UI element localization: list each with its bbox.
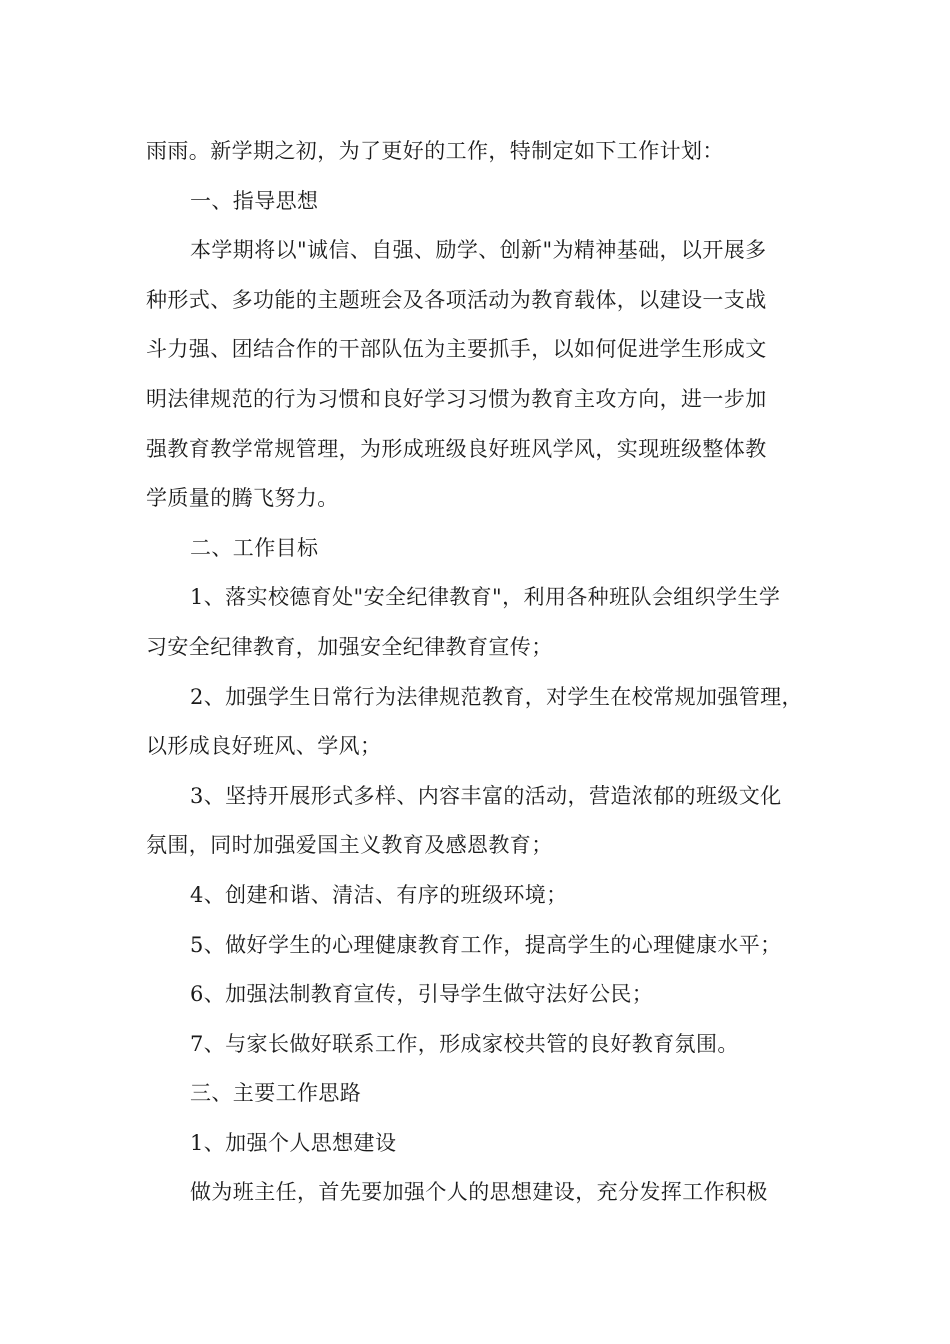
- text-line: 以形成良好班风、学风；: [146, 734, 382, 759]
- text-line: 氛围，同时加强爱国主义教育及感恩教育；: [146, 833, 553, 858]
- text-line: 强教育教学常规管理，为形成班级良好班风学风，实现班级整体教: [146, 436, 767, 461]
- list-item: 2、加强学生日常行为法律规范教育，对学生在校常规加强管理，: [190, 684, 803, 709]
- text-line: 斗力强、团结合作的干部队伍为主要抓手，以如何促进学生形成文: [146, 337, 767, 362]
- text-line: 明法律规范的行为习惯和良好学习习惯为教育主攻方向，进一步加: [146, 386, 767, 411]
- list-item: 7、与家长做好联系工作，形成家校共管的良好教育氛围。: [190, 1031, 739, 1056]
- text-line: 本学期将以"诚信、自强、励学、创新"为精神基础，以开展多: [190, 238, 767, 263]
- list-item: 4、创建和谐、清洁、有序的班级环境；: [190, 882, 568, 907]
- list-item: 5、做好学生的心理健康教育工作，提高学生的心理健康水平；: [190, 932, 782, 957]
- text-line: 学质量的腾飞努力。: [146, 486, 339, 511]
- text-line: 习安全纪律教育，加强安全纪律教育宣传；: [146, 634, 553, 659]
- section-heading: 二、工作目标: [190, 535, 319, 560]
- text-line: 种形式、多功能的主题班会及各项活动为教育载体，以建设一支战: [146, 287, 767, 312]
- list-item: 6、加强法制教育宣传，引导学生做守法好公民；: [190, 982, 654, 1007]
- text-line: 做为班主任，首先要加强个人的思想建设，充分发挥工作积极: [190, 1180, 768, 1205]
- section-heading: 一、指导思想: [190, 188, 319, 213]
- list-item: 3、坚持开展形式多样、内容丰富的活动，营造浓郁的班级文化: [190, 783, 782, 808]
- document-body: [146, 127, 826, 1218]
- text-line: 雨雨。新学期之初，为了更好的工作，特制定如下工作计划：: [146, 139, 724, 163]
- subsection-heading: 1、加强个人思想建设: [190, 1130, 397, 1155]
- section-heading: 三、主要工作思路: [190, 1081, 362, 1106]
- list-item: 1、落实校德育处"安全纪律教育"，利用各种班队会组织学生学: [190, 585, 781, 610]
